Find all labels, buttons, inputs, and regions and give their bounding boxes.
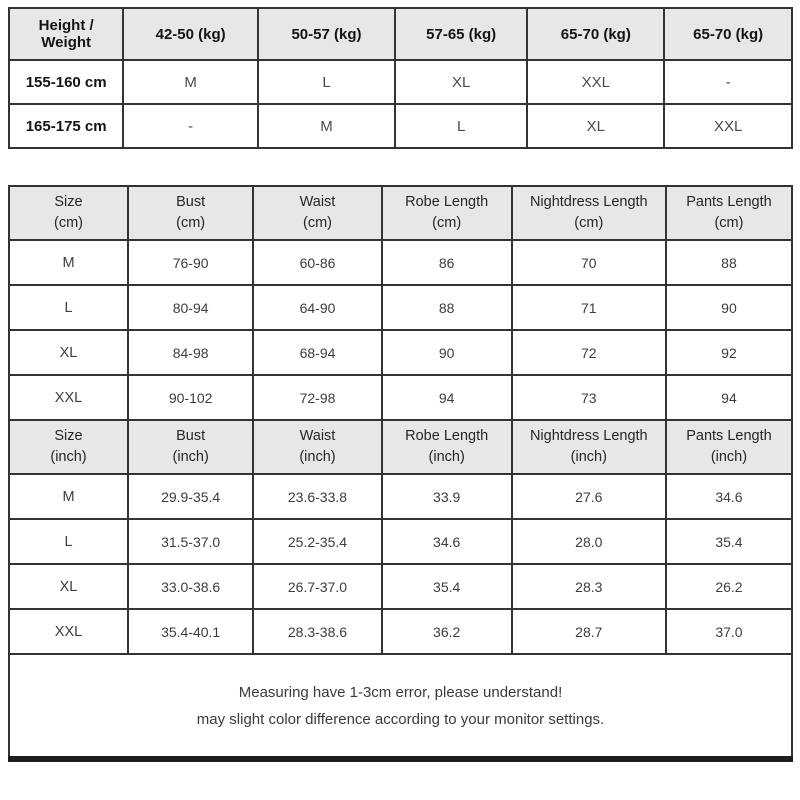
col-name: Size (54, 193, 83, 210)
inch-col-header-robe-length (382, 420, 512, 474)
col-name: Pants Length (686, 427, 772, 444)
size-label: XL (9, 564, 128, 609)
size-label: M (9, 240, 128, 285)
inch-col-header-waist (253, 420, 381, 474)
col-name: Robe Length (405, 193, 489, 210)
size-label: M (9, 474, 128, 519)
cm-col-header-nightdress-length (512, 186, 666, 240)
measure-cell: 80-94 (128, 285, 253, 330)
measure-cell: 90-102 (128, 375, 253, 420)
col-unit: (inch) (172, 449, 209, 465)
hw-header-row (9, 8, 792, 60)
hw-col-header-65-70-b: 65-70 (kg) (664, 8, 792, 60)
measure-cell: 68-94 (253, 330, 381, 375)
note-row (9, 654, 792, 759)
inch-row-l (9, 519, 792, 564)
measure-cell: 36.2 (382, 609, 512, 654)
inch-col-header-nightdress-length (512, 420, 666, 474)
measure-cell: 88 (382, 285, 512, 330)
measure-cell: 28.3 (512, 564, 666, 609)
measure-cell: 33.9 (382, 474, 512, 519)
hw-size-cell: M (123, 60, 258, 104)
measure-cell: 73 (512, 375, 666, 420)
hw-size-cell: - (123, 104, 258, 148)
cm-col-header-pants-length (666, 186, 792, 240)
measure-cell: 70 (512, 240, 666, 285)
measure-cell: 64-90 (253, 285, 381, 330)
hw-size-cell: XXL (527, 60, 664, 104)
cm-row-xxl (9, 375, 792, 420)
measure-cell: 76-90 (128, 240, 253, 285)
inch-col-header-size (9, 420, 128, 474)
cm-col-header-bust (128, 186, 253, 240)
col-name: Bust (176, 427, 206, 444)
measure-cell: 28.7 (512, 609, 666, 654)
col-name: Bust (176, 193, 206, 210)
measurements-table (8, 185, 793, 762)
measure-cell: 71 (512, 285, 666, 330)
hw-col-header-50-57: 50-57 (kg) (258, 8, 395, 60)
col-unit: (inch) (710, 449, 748, 465)
measure-cell: 34.6 (666, 474, 792, 519)
measure-cell: 94 (382, 375, 512, 420)
measure-cell: 31.5-37.0 (128, 519, 253, 564)
inch-row-xl (9, 564, 792, 609)
measure-cell: 86 (382, 240, 512, 285)
hw-row-label: 155-160 cm (9, 60, 123, 104)
inch-row-xxl (9, 609, 792, 654)
col-unit: (cm) (302, 215, 332, 231)
hw-size-cell: M (258, 104, 395, 148)
cm-header-row (9, 186, 792, 240)
col-name: Size (54, 427, 83, 444)
measuring-note (9, 654, 792, 759)
cm-row-l (9, 285, 792, 330)
size-label: XXL (9, 609, 128, 654)
cm-row-m (9, 240, 792, 285)
col-name: Robe Length (405, 427, 489, 444)
col-unit: (cm) (432, 215, 462, 231)
measure-cell: 35.4 (382, 564, 512, 609)
measure-cell: 25.2-35.4 (253, 519, 381, 564)
measure-cell: 84-98 (128, 330, 253, 375)
hw-size-cell: - (664, 60, 792, 104)
size-label: XXL (9, 375, 128, 420)
measure-cell: 34.6 (382, 519, 512, 564)
measure-cell: 72-98 (253, 375, 381, 420)
size-label: L (9, 285, 128, 330)
note-line-1: Measuring have 1-3cm error, please understand! (238, 683, 563, 701)
col-name: Waist (299, 193, 336, 210)
hw-size-cell: XXL (664, 104, 792, 148)
measure-cell: 90 (382, 330, 512, 375)
col-name: Nightdress Length (529, 193, 648, 210)
cm-col-header-robe-length (382, 186, 512, 240)
inch-col-header-bust (128, 420, 253, 474)
hw-row-155-160 (9, 60, 792, 104)
col-unit: (inch) (570, 449, 607, 465)
hw-size-cell: L (258, 60, 395, 104)
measure-cell: 37.0 (666, 609, 792, 654)
cm-col-header-size (9, 186, 128, 240)
measure-cell: 90 (666, 285, 792, 330)
measure-cell: 27.6 (512, 474, 666, 519)
size-label: L (9, 519, 128, 564)
measure-cell: 92 (666, 330, 792, 375)
hw-size-cell: L (395, 104, 527, 148)
col-unit: (inch) (428, 449, 465, 465)
measure-cell: 35.4-40.1 (128, 609, 253, 654)
hw-size-cell: XL (527, 104, 664, 148)
col-unit: (inch) (299, 449, 336, 465)
col-unit: (inch) (50, 449, 87, 465)
col-unit: (cm) (574, 215, 604, 231)
col-unit: (cm) (176, 215, 206, 231)
measure-cell: 94 (666, 375, 792, 420)
hw-col-header-65-70-a: 65-70 (kg) (527, 8, 664, 60)
cm-col-header-waist (253, 186, 381, 240)
measure-cell: 88 (666, 240, 792, 285)
measure-cell: 29.9-35.4 (128, 474, 253, 519)
hw-row-165-175 (9, 104, 792, 148)
height-weight-table (8, 7, 793, 149)
note-line-2: may slight color difference according to your monitor settings. (196, 710, 605, 728)
measure-cell: 23.6-33.8 (253, 474, 381, 519)
measure-cell: 60-86 (253, 240, 381, 285)
hw-col-header-42-50: 42-50 (kg) (123, 8, 258, 60)
measure-cell: 28.0 (512, 519, 666, 564)
col-name: Waist (299, 427, 336, 444)
col-name: Nightdress Length (529, 427, 648, 444)
cm-row-xl (9, 330, 792, 375)
measure-cell: 26.7-37.0 (253, 564, 381, 609)
hw-corner-label: Height / Weight (9, 8, 123, 60)
measure-cell: 35.4 (666, 519, 792, 564)
hw-col-header-57-65: 57-65 (kg) (395, 8, 527, 60)
hw-row-label: 165-175 cm (9, 104, 123, 148)
measure-cell: 33.0-38.6 (128, 564, 253, 609)
inch-row-m (9, 474, 792, 519)
measure-cell: 72 (512, 330, 666, 375)
inch-header-row (9, 420, 792, 474)
col-unit: (cm) (54, 215, 83, 231)
hw-size-cell: XL (395, 60, 527, 104)
measure-cell: 26.2 (666, 564, 792, 609)
size-label: XL (9, 330, 128, 375)
measure-cell: 28.3-38.6 (253, 609, 381, 654)
col-name: Pants Length (686, 193, 772, 210)
inch-col-header-pants-length (666, 420, 792, 474)
col-unit: (cm) (714, 215, 744, 231)
